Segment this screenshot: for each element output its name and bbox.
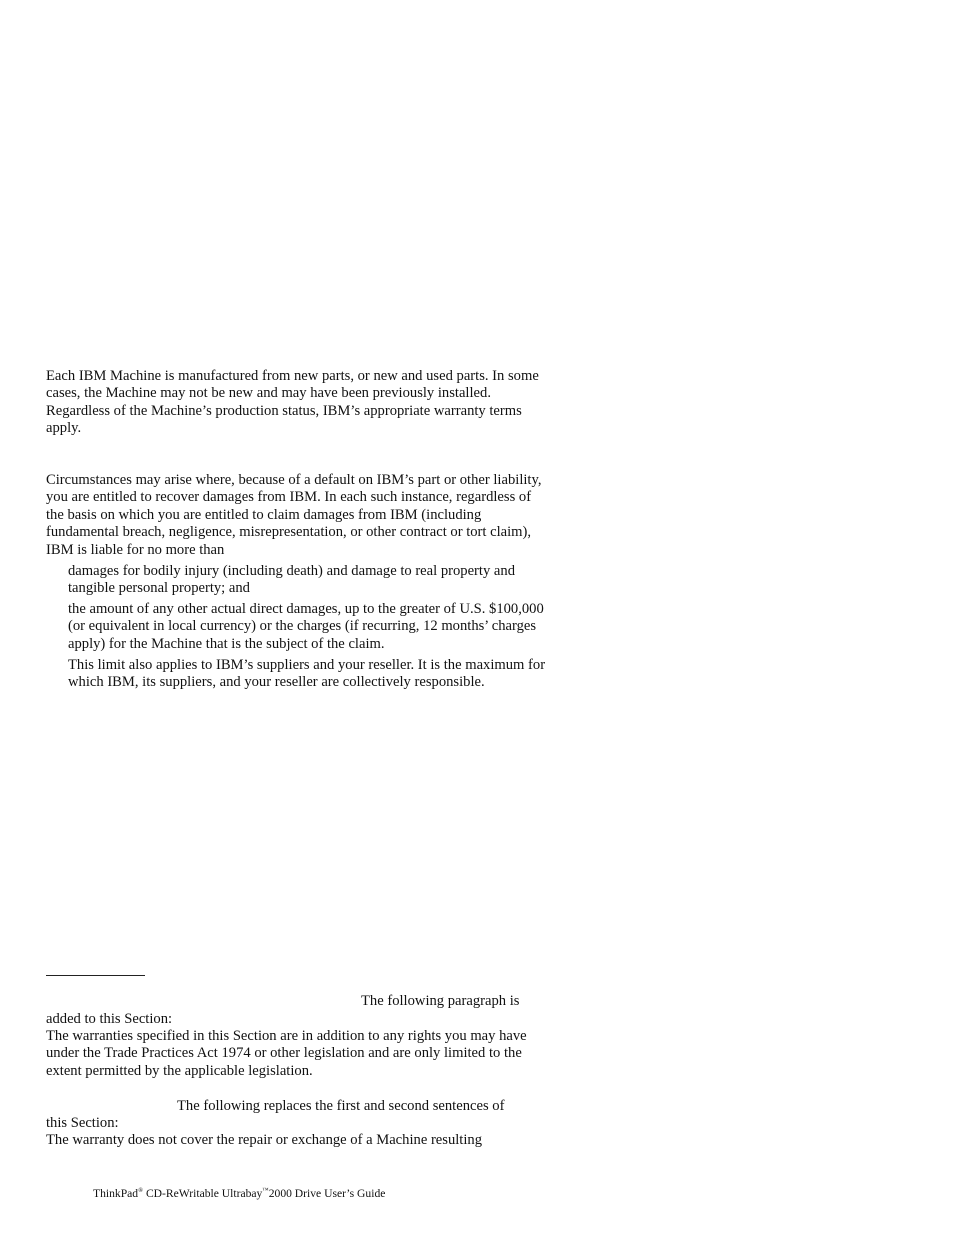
footer-product: CD-ReWritable Ultrabay: [143, 1187, 263, 1200]
registered-mark: ®: [138, 1187, 144, 1194]
limitation-note: This limit also applies to IBM’s suppliers and your reseller. It is the maximum for which IBM, its suppliers, and your reseller are collectively responsible.: [68, 657, 546, 691]
section2-lead-text: The following replaces the first and second sentences of: [177, 1098, 505, 1114]
footer-brand: ThinkPad: [93, 1187, 139, 1200]
section2-lead-continuation: this Section:: [46, 1115, 119, 1131]
limitation-item-bodily-injury: damages for bodily injury (including death) and damage to real property and tangible personal property; and: [68, 563, 515, 597]
section2-body: The warranty does not cover the repair or exchange of a Machine resulting: [46, 1132, 483, 1148]
section1-lead-text: The following paragraph is: [361, 993, 520, 1009]
section1-body: The warranties specified in this Section are in addition to any rights you may have under the Trade Practices Act 1974 or other legislation and are only limited to the extent permitted by the applicable legislation.: [46, 1028, 527, 1079]
trademark-mark: ™: [262, 1187, 269, 1194]
section1-lead-continuation: added to this Section:: [46, 1011, 173, 1027]
section-divider: [46, 975, 145, 976]
production-status-paragraph: Each IBM Machine is manufactured from new parts, or new and used parts. In some cases, the Machine may not be new and may have been previously installed. Regardless of the Machine’s production status, IBM’s appropriate warranty terms apply.: [46, 368, 539, 437]
footer-suffix: 2000 Drive User’s Guide: [268, 1187, 386, 1200]
limitation-intro-paragraph: Circumstances may arise where, because of a default on IBM’s part or other liability, you are entitled to recover damages from IBM. In each such instance, regardless of the basis on which you are entitled to claim damages from IBM (including fundamental breach, negligence, misrepresentation, or other contract or tort claim), IBM is liable for no more than: [46, 472, 542, 558]
page-footer: [93, 1183, 385, 1202]
limitation-item-direct-damages: the amount of any other actual direct damages, up to the greater of U.S. $100,000 (or equivalent in local currency) or the charges (if recurring, 12 months’ charges apply) for the Machine that is the subject of the claim.: [68, 601, 544, 652]
